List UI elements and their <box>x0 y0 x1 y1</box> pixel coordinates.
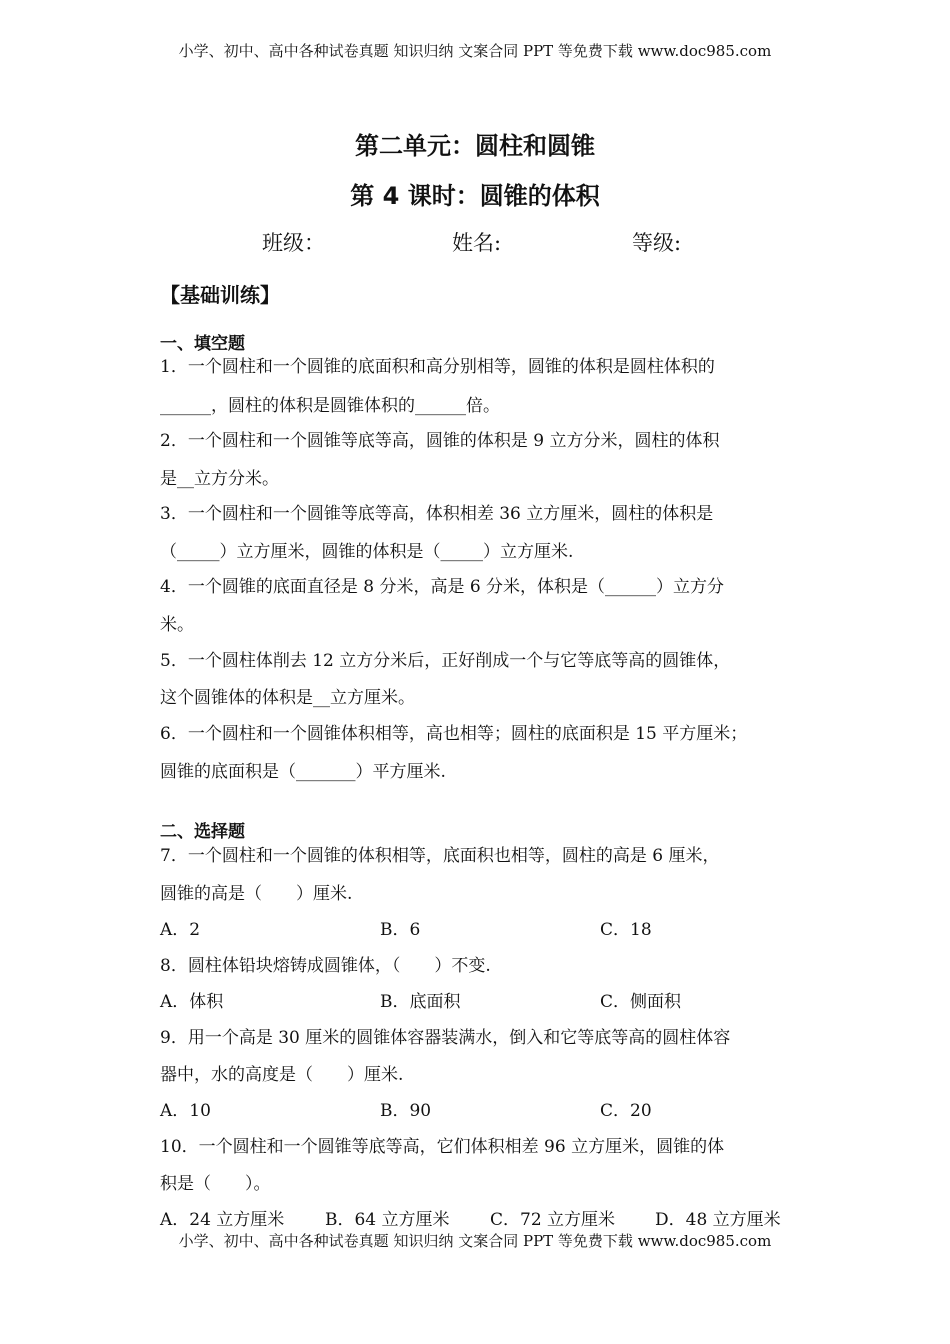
section-title: 【基础训练】 <box>160 283 280 307</box>
choice-heading: 二、选择题 <box>160 822 245 842</box>
option-b: B．6 <box>380 920 421 940</box>
question-line: 圆锥的底面积是（_______）平方厘米. <box>160 762 446 782</box>
question-line: 4．一个圆锥的底面直径是 8 分米，高是 6 分米，体积是（______）立方分 <box>160 577 725 597</box>
name-label: 姓名: <box>452 231 502 255</box>
question-line: 3．一个圆柱和一个圆锥等底等高，体积相差 36 立方厘米，圆柱的体积是 <box>160 504 714 524</box>
class-label: 班级： <box>262 231 325 255</box>
question-line: ______，圆柱的体积是圆锥体积的______倍。 <box>160 396 500 416</box>
option-b: B．底面积 <box>380 992 461 1012</box>
option-b: B．64 立方厘米 <box>325 1210 450 1230</box>
question-line: 9．用一个高是 30 厘米的圆锥体容器装满水，倒入和它等底等高的圆柱体容 <box>160 1028 731 1048</box>
question-line: （_____）立方厘米，圆锥的体积是（_____）立方厘米. <box>160 542 574 562</box>
page-header: 小学、初中、高中各种试卷真题 知识归纳 文案合同 PPT 等免费下载 www.doc985.com <box>178 42 772 60</box>
question-line: 6．一个圆柱和一个圆锥体积相等，高也相等；圆柱的底面积是 15 平方厘米； <box>160 724 748 744</box>
option-a: A．2 <box>160 920 201 940</box>
question-line: 圆锥的高是（ ）厘米. <box>160 884 353 904</box>
grade-label: 等级: <box>632 231 682 255</box>
question-line: 7．一个圆柱和一个圆锥的体积相等，底面积也相等，圆柱的高是 6 厘米， <box>160 846 720 866</box>
option-c: C．72 立方厘米 <box>490 1210 616 1230</box>
question-line: 8．圆柱体铅块熔铸成圆锥体，（ ）不变. <box>160 956 491 976</box>
unit-title: 第二单元：圆柱和圆锥 <box>355 132 595 160</box>
option-a: A．10 <box>160 1101 211 1121</box>
question-line: 积是（ ）。 <box>160 1174 271 1194</box>
option-a: A．体积 <box>160 992 224 1012</box>
question-line: 器中，水的高度是（ ）厘米. <box>160 1065 404 1085</box>
option-c: C．18 <box>600 920 652 940</box>
option-b: B．90 <box>380 1101 432 1121</box>
fill-heading: 一、填空题 <box>160 334 245 354</box>
option-c: C．侧面积 <box>600 992 682 1012</box>
question-line: 1．一个圆柱和一个圆锥的底面积和高分别相等，圆锥的体积是圆柱体积的 <box>160 357 715 377</box>
lesson-title: 第 4 课时：圆锥的体积 <box>350 182 600 210</box>
question-line: 2．一个圆柱和一个圆锥等底等高，圆锥的体积是 9 立方分米，圆柱的体积 <box>160 431 720 451</box>
option-a: A．24 立方厘米 <box>160 1210 285 1230</box>
question-line: 10．一个圆柱和一个圆锥等底等高，它们体积相差 96 立方厘米，圆锥的体 <box>160 1137 725 1157</box>
page-footer: 小学、初中、高中各种试卷真题 知识归纳 文案合同 PPT 等免费下载 www.doc985.com <box>178 1232 772 1250</box>
question-line: 5．一个圆柱体削去 12 立方分米后，正好削成一个与它等底等高的圆锥体， <box>160 651 731 671</box>
question-line: 是__立方分米。 <box>160 469 279 489</box>
question-line: 这个圆锥体的体积是__立方厘米。 <box>160 688 415 708</box>
option-c: C．20 <box>600 1101 652 1121</box>
option-d: D．48 立方厘米 <box>655 1210 781 1230</box>
question-line: 米。 <box>160 615 194 635</box>
